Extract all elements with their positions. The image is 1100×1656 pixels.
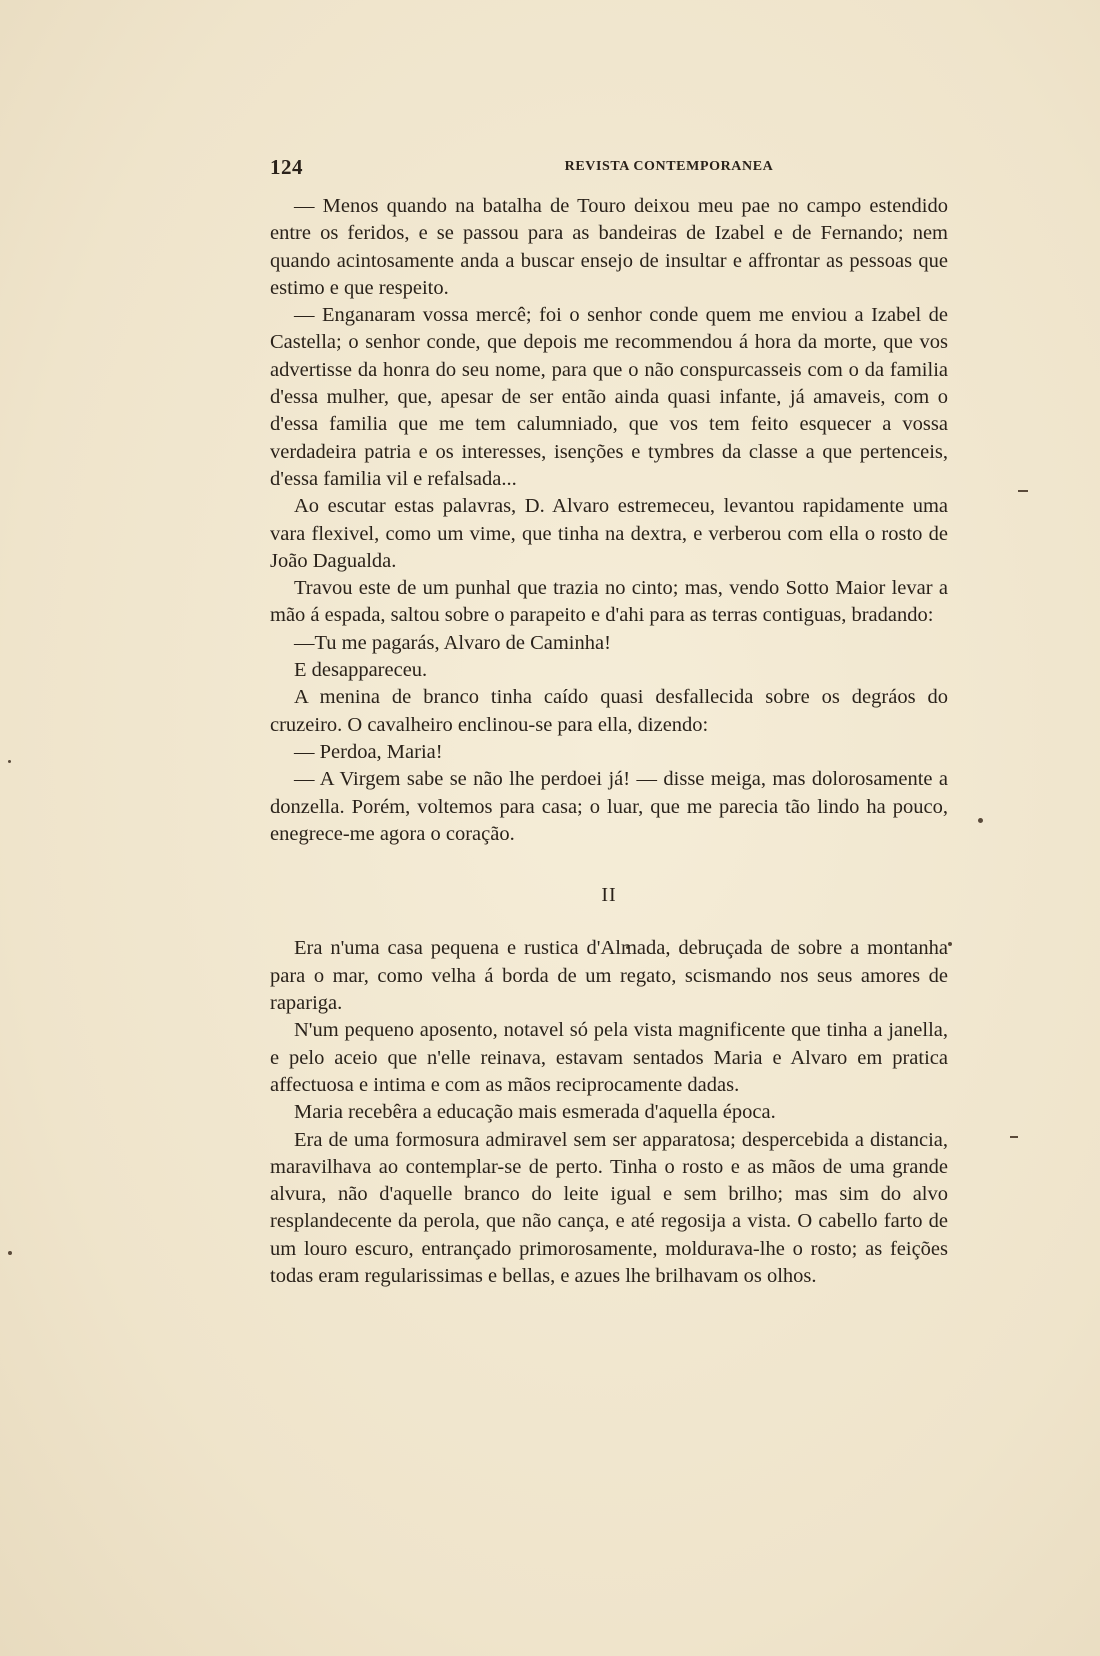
paragraph: Era de uma formosura admiravel sem ser apparatosa; despercebida a distancia, maravilhava ao contemplar-se de perto. Tinha o rosto e as mãos de uma grande alvura, não d'aquelle branco do leite igual e sem brilho; mas sim do alvo resplandecente da perola, que não cança, e até regosija a vista. O cabello farto de um louro escuro, entrançado primorosamente, moldurava-lhe o rosto; as feições todas eram regularissimas e bellas, e azues lhe brilhavam os olhos. xyxy=(270,1128,948,1287)
paragraph: N'um pequeno aposento, notavel só pela vista magnificente que tinha a janella, e pelo aceio que n'elle reinava, estavam sentados Maria e Alvaro em pratica affectuosa e intima e com as mãos reciprocamente dadas. xyxy=(270,1019,948,1096)
paragraph: A menina de branco tinha caído quasi desfallecida sobre os degráos do cruzeiro. O cavalheiro enclinou-se para ella, dizendo: xyxy=(270,686,948,736)
paragraph: E desappareceu. xyxy=(294,659,428,682)
paragraph: — Enganaram vossa mercê; foi o senhor conde quem me enviou a Izabel de Castella; o senhor conde, que depois me recommendou á hora da morte, que vos advertisse da honra do seu nome, para que o não conspurcasseis com o da familia d'essa mulher, que, apesar de ser então ainda quasi infante, já amaveis, com o d'essa familia que me tem calumniado, que vos tem feito esquecer a vossa verdadeira patria e os interesses, isenções e tymbres da classe a que pertenceis, d'essa familia vil e refalsada... xyxy=(270,304,948,490)
paragraph: Ao escutar estas palavras, D. Alvaro estremeceu, levantou rapidamente uma vara flexivel, como um vime, que tinha na dextra, e verberou com ella o rosto de João Dagualda. xyxy=(270,495,948,572)
paragraph: Travou este de um punhal que trazia no cinto; mas, vendo Sotto Maior levar a mão á espada, saltou sobre o parapeito e d'ahi para as terras contiguas, bradando: xyxy=(270,577,948,627)
paragraph: Era n'uma casa pequena e rustica d'Almada, debruçada de sobre a montanha para o mar, como velha á borda de um regato, scismando nos seus amores de rapariga. xyxy=(270,937,948,1015)
running-title: REVISTA CONTEMPORANEA xyxy=(564,159,774,174)
paragraph: — A Virgem sabe se não lhe perdoei já! — disse meiga, mas dolorosamente a donzella. Porém, voltemos para casa; o luar, que me parecia tão lindo ha pouco, enegrece-me agora o coração. xyxy=(270,768,948,845)
body-text xyxy=(270,193,948,1290)
paragraph: —Tu me pagarás, Alvaro de Caminha! xyxy=(294,631,611,654)
paragraph: Maria recebêra a educação mais esmerada d'aquella época. xyxy=(294,1101,776,1124)
page-header xyxy=(270,155,948,185)
section-heading: II xyxy=(601,884,617,907)
page-number: 124 xyxy=(270,155,303,179)
paragraph: — Menos quando na batalha de Touro deixou meu pae no campo estendido entre os feridos, e se passou para as bandeiras de Izabel e de Fernando; nem quando acintosamente anda a buscar ensejo de insultar e affrontar as pessoas que estimo e que respeito. xyxy=(270,195,948,299)
paragraph: — Perdoa, Maria! xyxy=(294,740,443,763)
